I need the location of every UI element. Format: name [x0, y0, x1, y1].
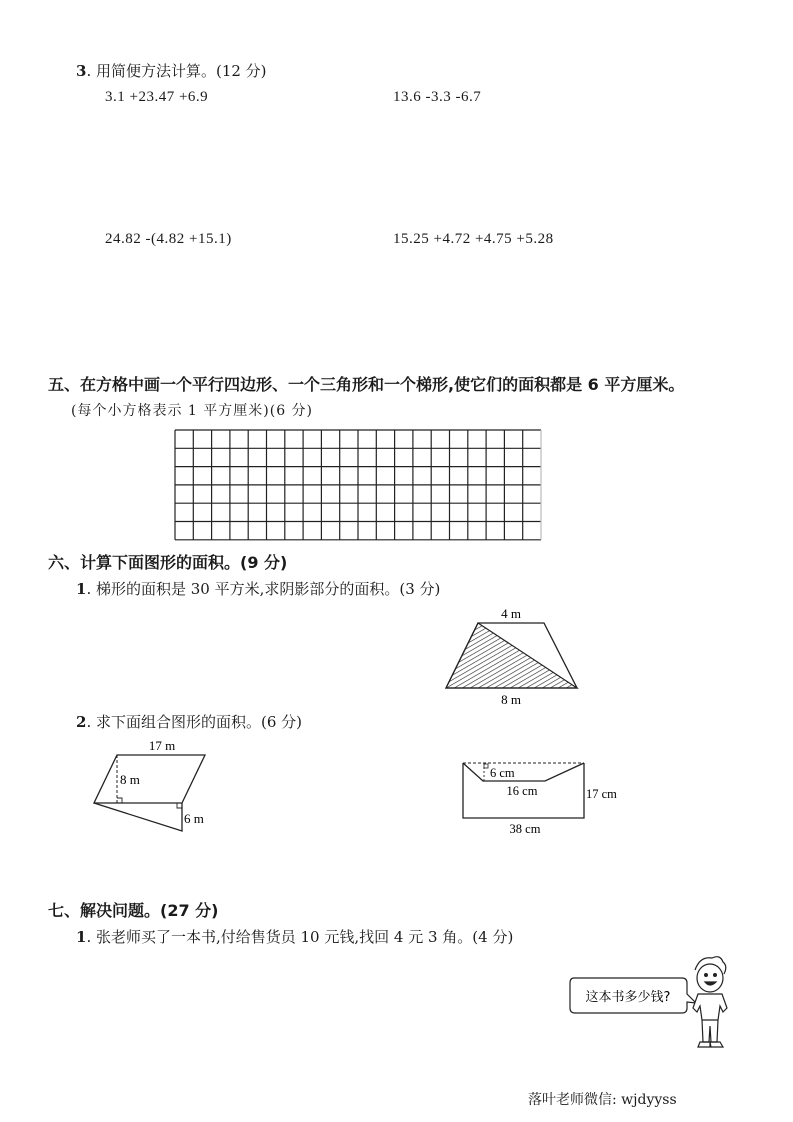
boy-illustration [560, 950, 750, 1060]
section5-title: 五、在方格中画一个平行四边形、一个三角形和一个梯形,使它们的面积都是 6 平方厘米。 [48, 375, 685, 394]
fig2-depth-label: 6 cm [490, 766, 515, 780]
s6-q1-number: 1 [76, 580, 87, 598]
fig1-height-label: 8 m [120, 772, 140, 787]
trapezoid-figure [430, 600, 600, 710]
section6-title: 六、计算下面图形的面积。(9 分) [48, 553, 288, 572]
cut-trapezoid-outline [463, 763, 584, 781]
drawing-grid[interactable] [170, 425, 550, 550]
s6-q2-number: 2 [76, 713, 87, 731]
fig2-height-label: 17 cm [586, 787, 617, 801]
s6-q2-heading [76, 711, 302, 732]
s6-q1-text: . 梯形的面积是 30 平方米,求阴影部分的面积。(3 分) [86, 580, 441, 598]
triangle-outline [94, 803, 182, 831]
expression-1: 3.1 +23.47 +6.9 [105, 89, 209, 105]
trapezoid-top-label: 4 m [501, 606, 521, 621]
trapezoid-bottom-label: 8 m [501, 692, 521, 707]
boy-figure [693, 957, 727, 1047]
section7-title: 七、解决问题。(27 分) [48, 901, 219, 920]
grid-lines [175, 430, 541, 540]
s7-q1-heading [76, 926, 513, 947]
speech-text: 这本书多少钱? [585, 990, 671, 1005]
s6-q1-heading [76, 578, 440, 599]
fig2-inner-label: 16 cm [506, 784, 538, 798]
rectangle-cut-figure [450, 755, 640, 840]
expression-4: 15.25 +4.72 +4.75 +5.28 [393, 231, 554, 247]
parallelogram-triangle-figure [80, 735, 230, 835]
q3-number: 3 [76, 62, 87, 80]
fig1-top-label: 17 m [148, 738, 176, 753]
s7-q1-number: 1 [76, 928, 87, 946]
q3-heading [76, 60, 267, 81]
parallelogram-outline [94, 755, 205, 803]
expression-2: 13.6 -3.3 -6.7 [393, 89, 482, 105]
fig2-bottom-label: 38 cm [509, 822, 541, 836]
right-angle-mark [484, 764, 488, 768]
shaded-triangle [446, 623, 577, 688]
q3-title: . 用简便方法计算。(12 分) [86, 62, 267, 80]
s6-q2-text: . 求下面组合图形的面积。(6 分) [86, 713, 302, 731]
right-angle-mark [117, 798, 122, 803]
section5-note: (每个小方格表示 1 平方厘米)(6 分) [71, 403, 314, 419]
expression-3: 24.82 -(4.82 +15.1) [105, 231, 232, 247]
right-angle-mark [177, 803, 182, 808]
s7-q1-text: . 张老师买了一本书,付给售货员 10 元钱,找回 4 元 3 角。(4 分) [86, 928, 514, 946]
fig1-triangle-label: 6 m [184, 811, 204, 826]
footer-watermark: 落叶老师微信: wjdyyss [528, 1092, 677, 1108]
